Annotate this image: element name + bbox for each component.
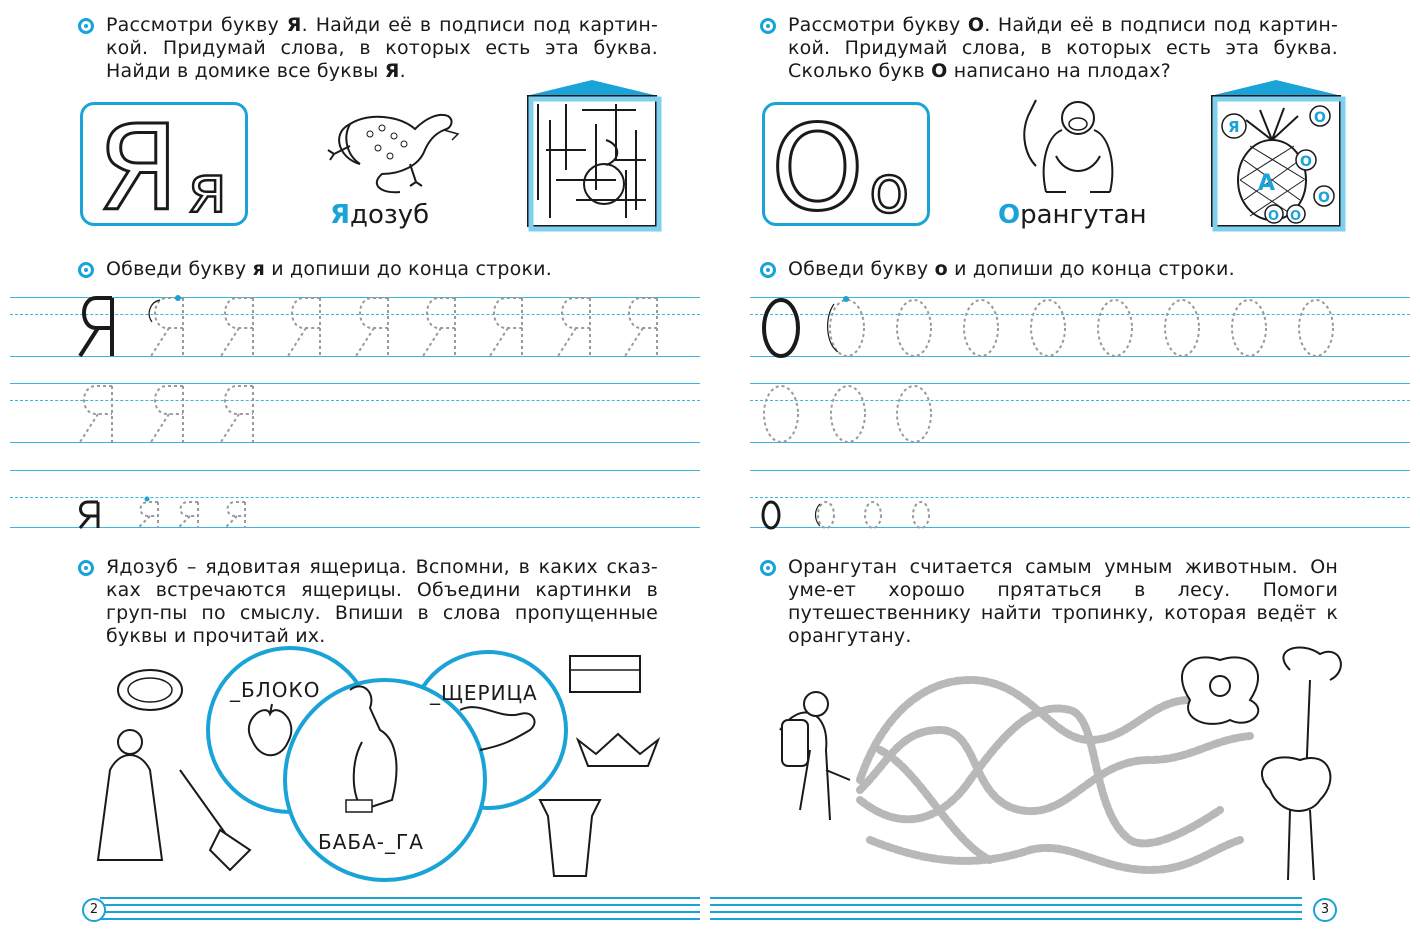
o-tracing-rows [710,290,1410,540]
task-trace-ya [78,258,658,281]
fruit-letter: О [1314,110,1326,126]
footer-line [710,918,1302,920]
page-number: 3 [1313,898,1337,922]
page-number: 2 [82,898,106,922]
left-page [0,0,700,940]
big-letter-lower: о [869,151,910,228]
bullet-icon [760,262,776,278]
forest-maze-illustration [770,640,1340,890]
task-orangutan-path [760,556,1338,648]
fruit-letter: А [1258,171,1276,196]
task-letter-o-intro [760,14,1338,83]
house-fruits [1210,80,1342,230]
fairytale-groups [80,650,670,890]
task-text: Орангутан считается самым умным животным. Он уме-ет хорошо прятаться в лесу. Помоги путешественнику найти тропинку, которая ведёт к орангутану. [788,556,1338,647]
lizard-illustration [320,94,470,204]
task-text: Ядозуб – ядовитая ящерица. Вспомни, в каких сказ-ках встречаются ящерицы. Объедини картинки в груп-пы по смыслу. Впиши в слова пропущенные буквы и прочитай их. [106,556,658,647]
caption-orangutan: Орангутан [998,200,1147,230]
footer-line [100,918,700,920]
bullet-icon [760,560,776,576]
fruit-letter: О [1318,190,1330,206]
task-text: Обведи букву я и допиши до конца строки. [106,258,552,280]
caption-yadozub: Ядозуб [330,200,430,230]
task-lizard-fairytales [78,556,658,648]
right-page [710,0,1410,940]
fruit-letter: О [1290,209,1302,224]
task-text: Обведи букву о и допиши до конца строки. [788,258,1235,280]
task-trace-o [760,258,1338,281]
orangutan-illustration [1006,96,1136,200]
word-baba-yaga-blank: БАБА-_ГА [318,830,424,854]
task-text: Рассмотри букву О. Найди её в подписи под картин-кой. Придумай слова, в которых есть эта буква. Сколько букв О написано на плодах? [788,14,1339,82]
footer-line [100,897,700,899]
bullet-icon [78,262,94,278]
big-letter-upper: О [771,99,864,237]
letter-card-o [762,99,930,237]
word-lizard-blank: _ЩЕРИЦА [430,681,538,705]
bullet-icon [78,18,94,34]
bullet-icon [78,560,94,576]
bullet-icon [760,18,776,34]
word-apple-blank: _БЛОКО [230,678,321,702]
task-text: Рассмотри букву Я. Найди её в подписи под картин-кой. Придумай слова, в которых есть эта буква. Найди в домике все буквы Я. [106,14,658,82]
footer-line [710,904,1302,906]
house-letter-maze [526,80,658,230]
footer-line [710,911,1302,913]
letter-card-ya [80,99,248,237]
task-letter-ya-intro [78,14,658,83]
big-letter-upper: Я [97,99,179,237]
ya-tracing-rows [0,290,700,540]
fruit-letter: О [1300,154,1312,170]
footer-line [100,911,700,913]
big-letter-lower: я [187,151,227,228]
footer-line [710,897,1302,899]
fruit-letter: Я [1228,118,1240,136]
footer-line [100,904,700,906]
fruit-letter: О [1268,209,1280,224]
